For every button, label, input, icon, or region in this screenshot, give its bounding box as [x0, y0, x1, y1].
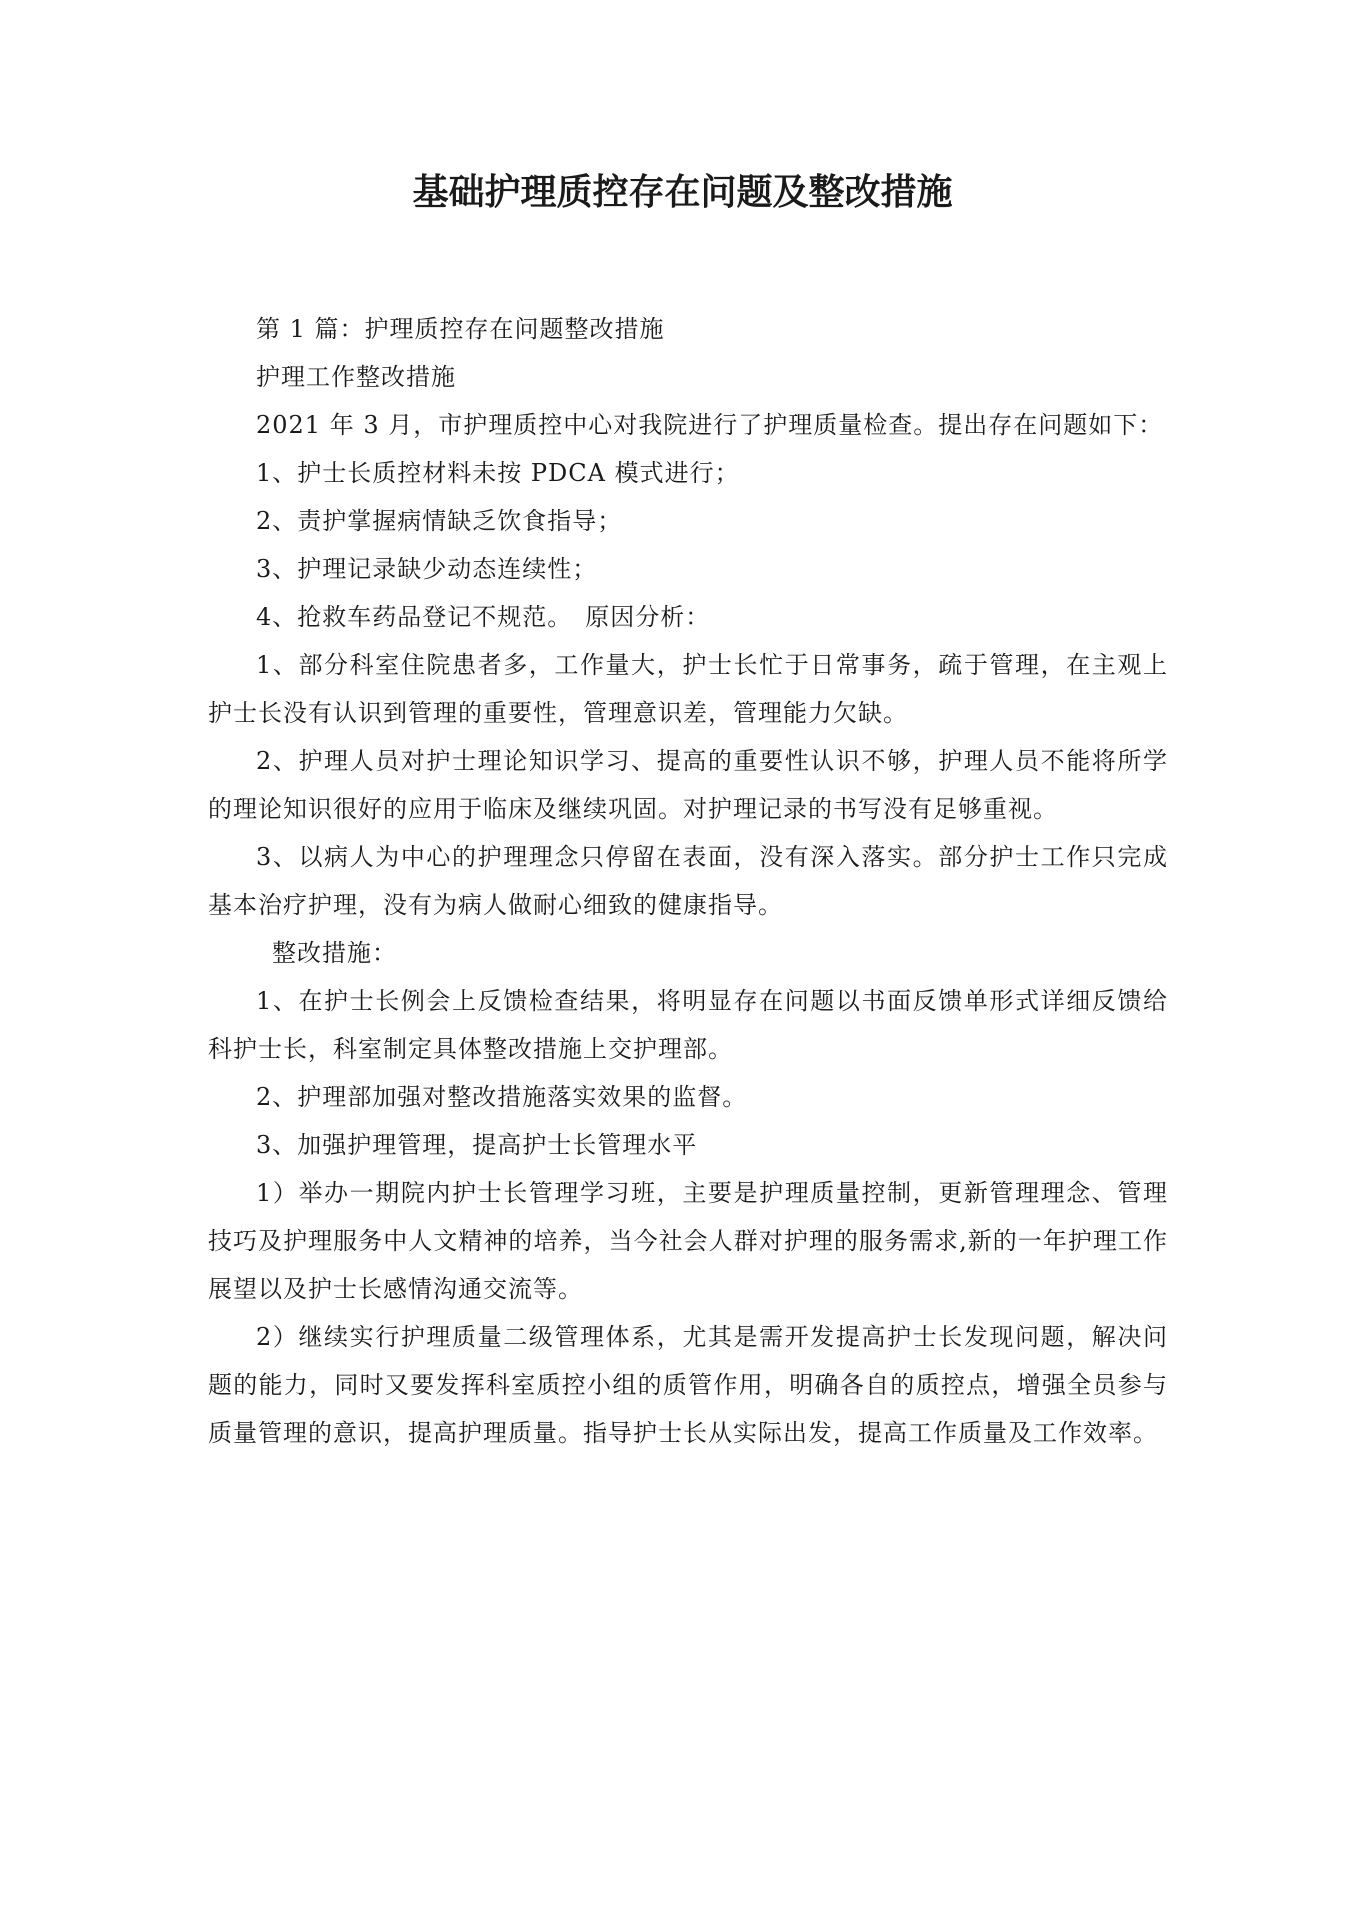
paragraph-problem-2: 2、责护掌握病情缺乏饮食指导；	[256, 507, 623, 535]
paragraph-cause-3: 3、以病人为中心的护理理念只停留在表面，没有深入落实。部分护士工作只完成基本治疗护理，没有为病人做耐心细致的健康指导。	[208, 843, 1168, 919]
paragraph-measure-3: 3、加强护理管理，提高护士长管理水平	[256, 1131, 698, 1159]
document-body	[208, 305, 1168, 1457]
paragraph-problem-3: 3、护理记录缺少动态连续性；	[256, 555, 598, 583]
paragraph-measure-3-2: 2）继续实行护理质量二级管理体系，尤其是需开发提高护士长发现问题，解决问题的能力，同时又要发挥科室质控小组的质管作用，明确各自的质控点，增强全员参与质量管理的意识，提高护理质量。指导护士长从实际出发，提高工作质量及工作效率。	[208, 1323, 1168, 1447]
paragraph-chapter-heading: 第 1 篇：护理质控存在问题整改措施	[256, 315, 665, 343]
paragraph-measures-heading: 整改措施：	[272, 939, 397, 967]
paragraph-problem-4: 4、抢救车药品登记不规范。 原因分析：	[256, 603, 711, 631]
paragraph-section-heading: 护理工作整改措施	[256, 363, 456, 391]
document-title: 基础护理质控存在问题及整改措施	[412, 172, 953, 213]
paragraph-cause-2: 2、护理人员对护士理论知识学习、提高的重要性认识不够，护理人员不能将所学的理论知识很好的应用于临床及继续巩固。对护理记录的书写没有足够重视。	[208, 747, 1168, 823]
paragraph-cause-1: 1、部分科室住院患者多，工作量大，护士长忙于日常事务，疏于管理，在主观上护士长没有认识到管理的重要性，管理意识差，管理能力欠缺。	[208, 651, 1168, 727]
paragraph-measure-3-1: 1）举办一期院内护士长管理学习班，主要是护理质量控制，更新管理理念、管理技巧及护理服务中人文精神的培养，当今社会人群对护理的服务需求,新的一年护理工作展望以及护士长感情沟通交流等。	[208, 1179, 1168, 1303]
paragraph-problem-1: 1、护士长质控材料未按 PDCA 模式进行；	[256, 459, 740, 487]
paragraph-intro: 2021 年 3 月，市护理质控中心对我院进行了护理质量检查。提出存在问题如下：	[256, 411, 1164, 439]
paragraph-measure-1: 1、在护士长例会上反馈检查结果，将明显存在问题以书面反馈单形式详细反馈给科护士长，科室制定具体整改措施上交护理部。	[208, 987, 1168, 1063]
paragraph-measure-2: 2、护理部加强对整改措施落实效果的监督。	[256, 1083, 748, 1111]
